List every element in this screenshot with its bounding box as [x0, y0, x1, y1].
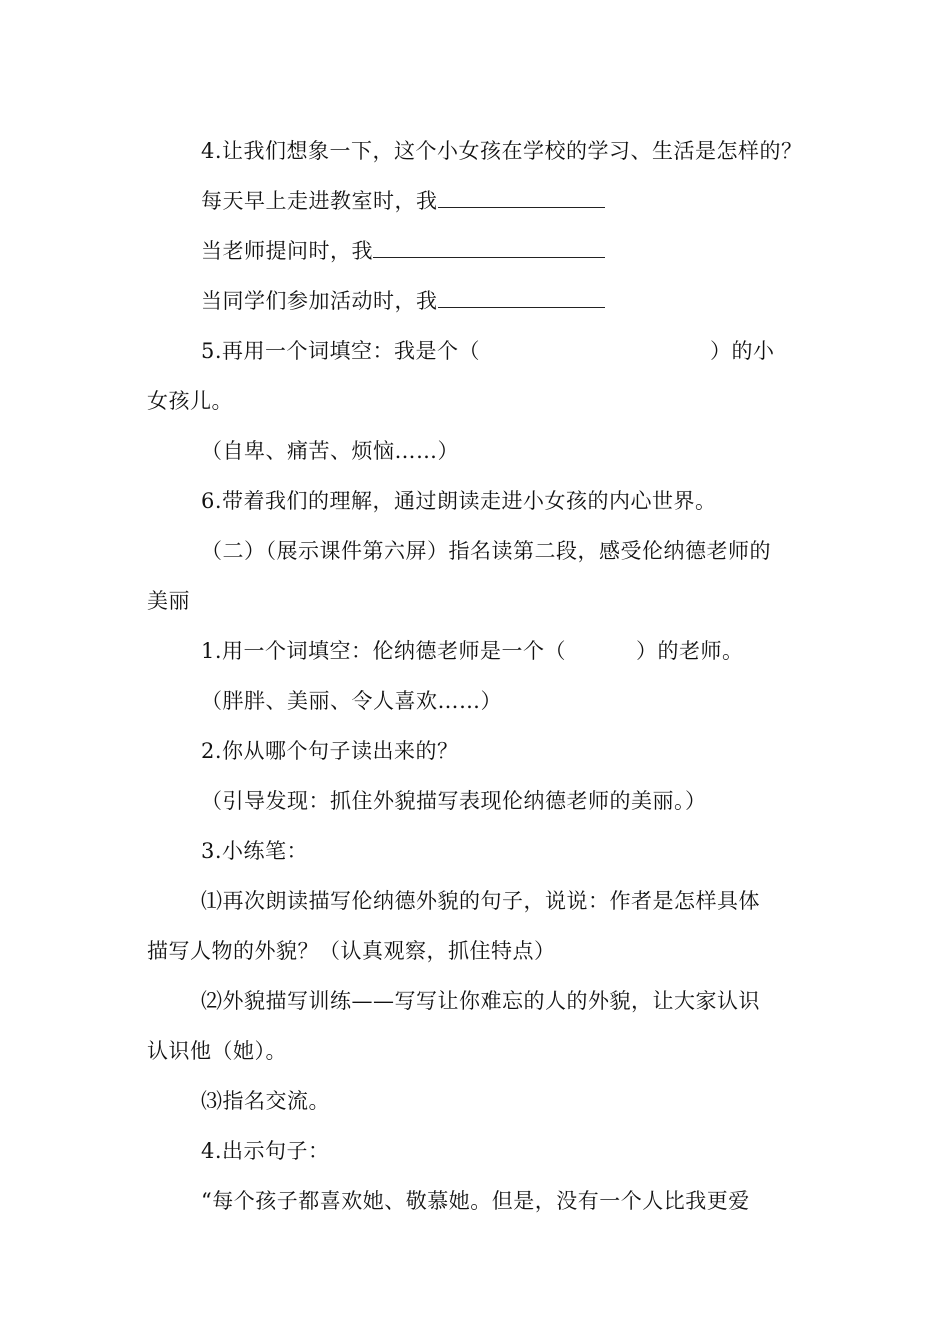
question-4-prompt-morning	[201, 186, 605, 216]
step-3-item-1: ⑴再次朗读描写伦纳德外貌的句子，说说：作者是怎样具体	[201, 889, 760, 913]
question-4-prompt-activity	[201, 286, 605, 316]
question-4: 4.让我们想象一下，这个小女孩在学校的学习、生活是怎样的？	[201, 139, 803, 163]
step-1-end: ）的老师。	[636, 639, 744, 663]
step-3-item-1-cont: 描写人物的外貌？（认真观察，抓住特点）	[147, 939, 556, 963]
question-5-start: 5.再用一个词填空：我是个（	[201, 339, 481, 363]
step-1-start: 1.用一个词填空：伦纳德老师是一个（	[201, 639, 567, 663]
question-5-continuation: 女孩儿。	[147, 389, 233, 413]
step-3: 3.小练笔：	[201, 839, 309, 863]
section-2-heading-cont: 美丽	[147, 589, 190, 613]
step-3-item-2-cont: 认识他（她）。	[147, 1039, 287, 1063]
prompt-text: 当老师提问时，我	[201, 239, 373, 263]
question-5	[201, 336, 775, 366]
question-6: 6.带着我们的理解，通过朗读走进小女孩的内心世界。	[201, 489, 717, 513]
step-4: 4.出示句子：	[201, 1139, 330, 1163]
fill-blank	[438, 187, 605, 208]
question-5-hint: （自卑、痛苦、烦恼……）	[201, 439, 459, 463]
fill-blank	[438, 287, 605, 308]
step-2-hint: （引导发现：抓住外貌描写表现伦纳德老师的美丽。）	[201, 789, 707, 813]
step-1	[201, 636, 744, 666]
step-1-hint: （胖胖、美丽、令人喜欢……）	[201, 689, 502, 713]
fill-blank	[373, 237, 605, 258]
section-2-heading: （二）（展示课件第六屏）指名读第二段，感受伦纳德老师的	[201, 539, 771, 563]
question-5-end: ）的小	[710, 339, 775, 363]
prompt-text: 每天早上走进教室时，我	[201, 189, 438, 213]
prompt-text: 当同学们参加活动时，我	[201, 289, 438, 313]
step-2: 2.你从哪个句子读出来的？	[201, 739, 459, 763]
question-4-prompt-teacher	[201, 236, 605, 266]
step-4-quote: “每个孩子都喜欢她、敬慕她。但是，没有一个人比我更爱	[201, 1189, 750, 1213]
step-3-item-3: ⑶指名交流。	[201, 1089, 330, 1113]
step-3-item-2: ⑵外貌描写训练——写写让你难忘的人的外貌，让大家认识	[201, 989, 760, 1013]
